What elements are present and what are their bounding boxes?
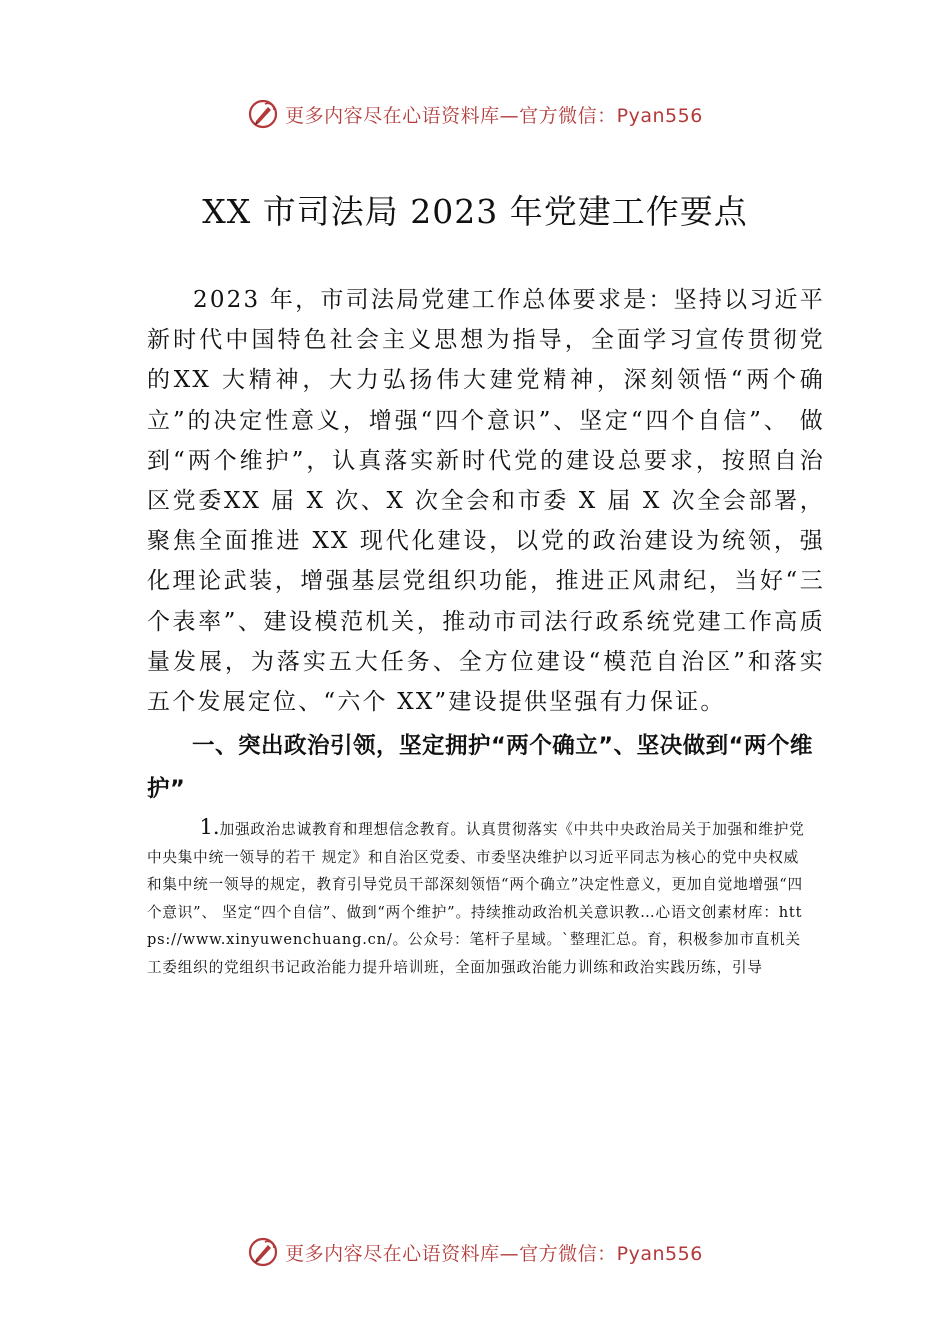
pen-logo-icon <box>247 1236 279 1268</box>
header-banner <box>0 94 950 134</box>
banner-text: 更多内容尽在心语资料库—官方微信：Pyan556 <box>285 104 703 127</box>
item-1-number: 1. <box>199 815 220 839</box>
item-1-text: 加强政治忠诚教育和理想信念教育。认真贯彻落实《中共中央政治局关于加强和维护党中央集中统一领导的若干 规定》和自治区党委、市委坚决维护以习近平同志为核心的党中央权威和集中统一领导的规定，教育引导党员干部深刻领悟“两个确立”决定性意义，更加自觉地增强“四个意识”、 坚定“四个自信”、做到“两个维护”。持续推动政治机关意识教…心语文创素材库：https://www.xinyuwenchuang.cn/。公众号：笔杆子星域。`整理汇总。育，积极参加市直机关工委组织的党组织书记政治能力提升培训班，全面加强政治能力训练和政治实践历练，引导 <box>147 821 805 976</box>
footer-banner <box>0 1232 950 1272</box>
pen-logo-icon <box>247 98 279 130</box>
banner-text: 更多内容尽在心语资料库—官方微信：Pyan556 <box>285 1242 703 1265</box>
section-heading-1: 一、突出政治引领，坚定拥护“两个确立”、坚决做到“两个维护” <box>147 733 813 802</box>
document-title: XX 市司法局 2023 年党建工作要点 <box>202 192 748 231</box>
intro-paragraph: 2023 年，市司法局党建工作总体要求是：坚持以习近平新时代中国特色社会主义思想为指导，全面学习宣传贯彻党的XX 大精神，大力弘扬伟大建党精神，深刻领悟“两个确立”的决定性意义，增强“四个意识”、坚定“四个自信”、 做到“两个维护”，认真落实新时代党的建设总要求，按照自治区党委XX 届 X 次、X 次全会和市委 X 届 X 次全会部署， 聚焦全面推进 XX 现代化建设，以党的政治建设为统领，强化理论武装，增强基层党组织功能，推进正风肃纪，当好“三个表率”、建设模范机关，推动市司法行政系统党建工作高质量发展，为落实五大任务、全方位建设“模范自治区”和落实五个发展定位、“六个 XX”建设提供坚强有力保证。 <box>147 287 825 716</box>
item-1-paragraph <box>147 814 812 982</box>
